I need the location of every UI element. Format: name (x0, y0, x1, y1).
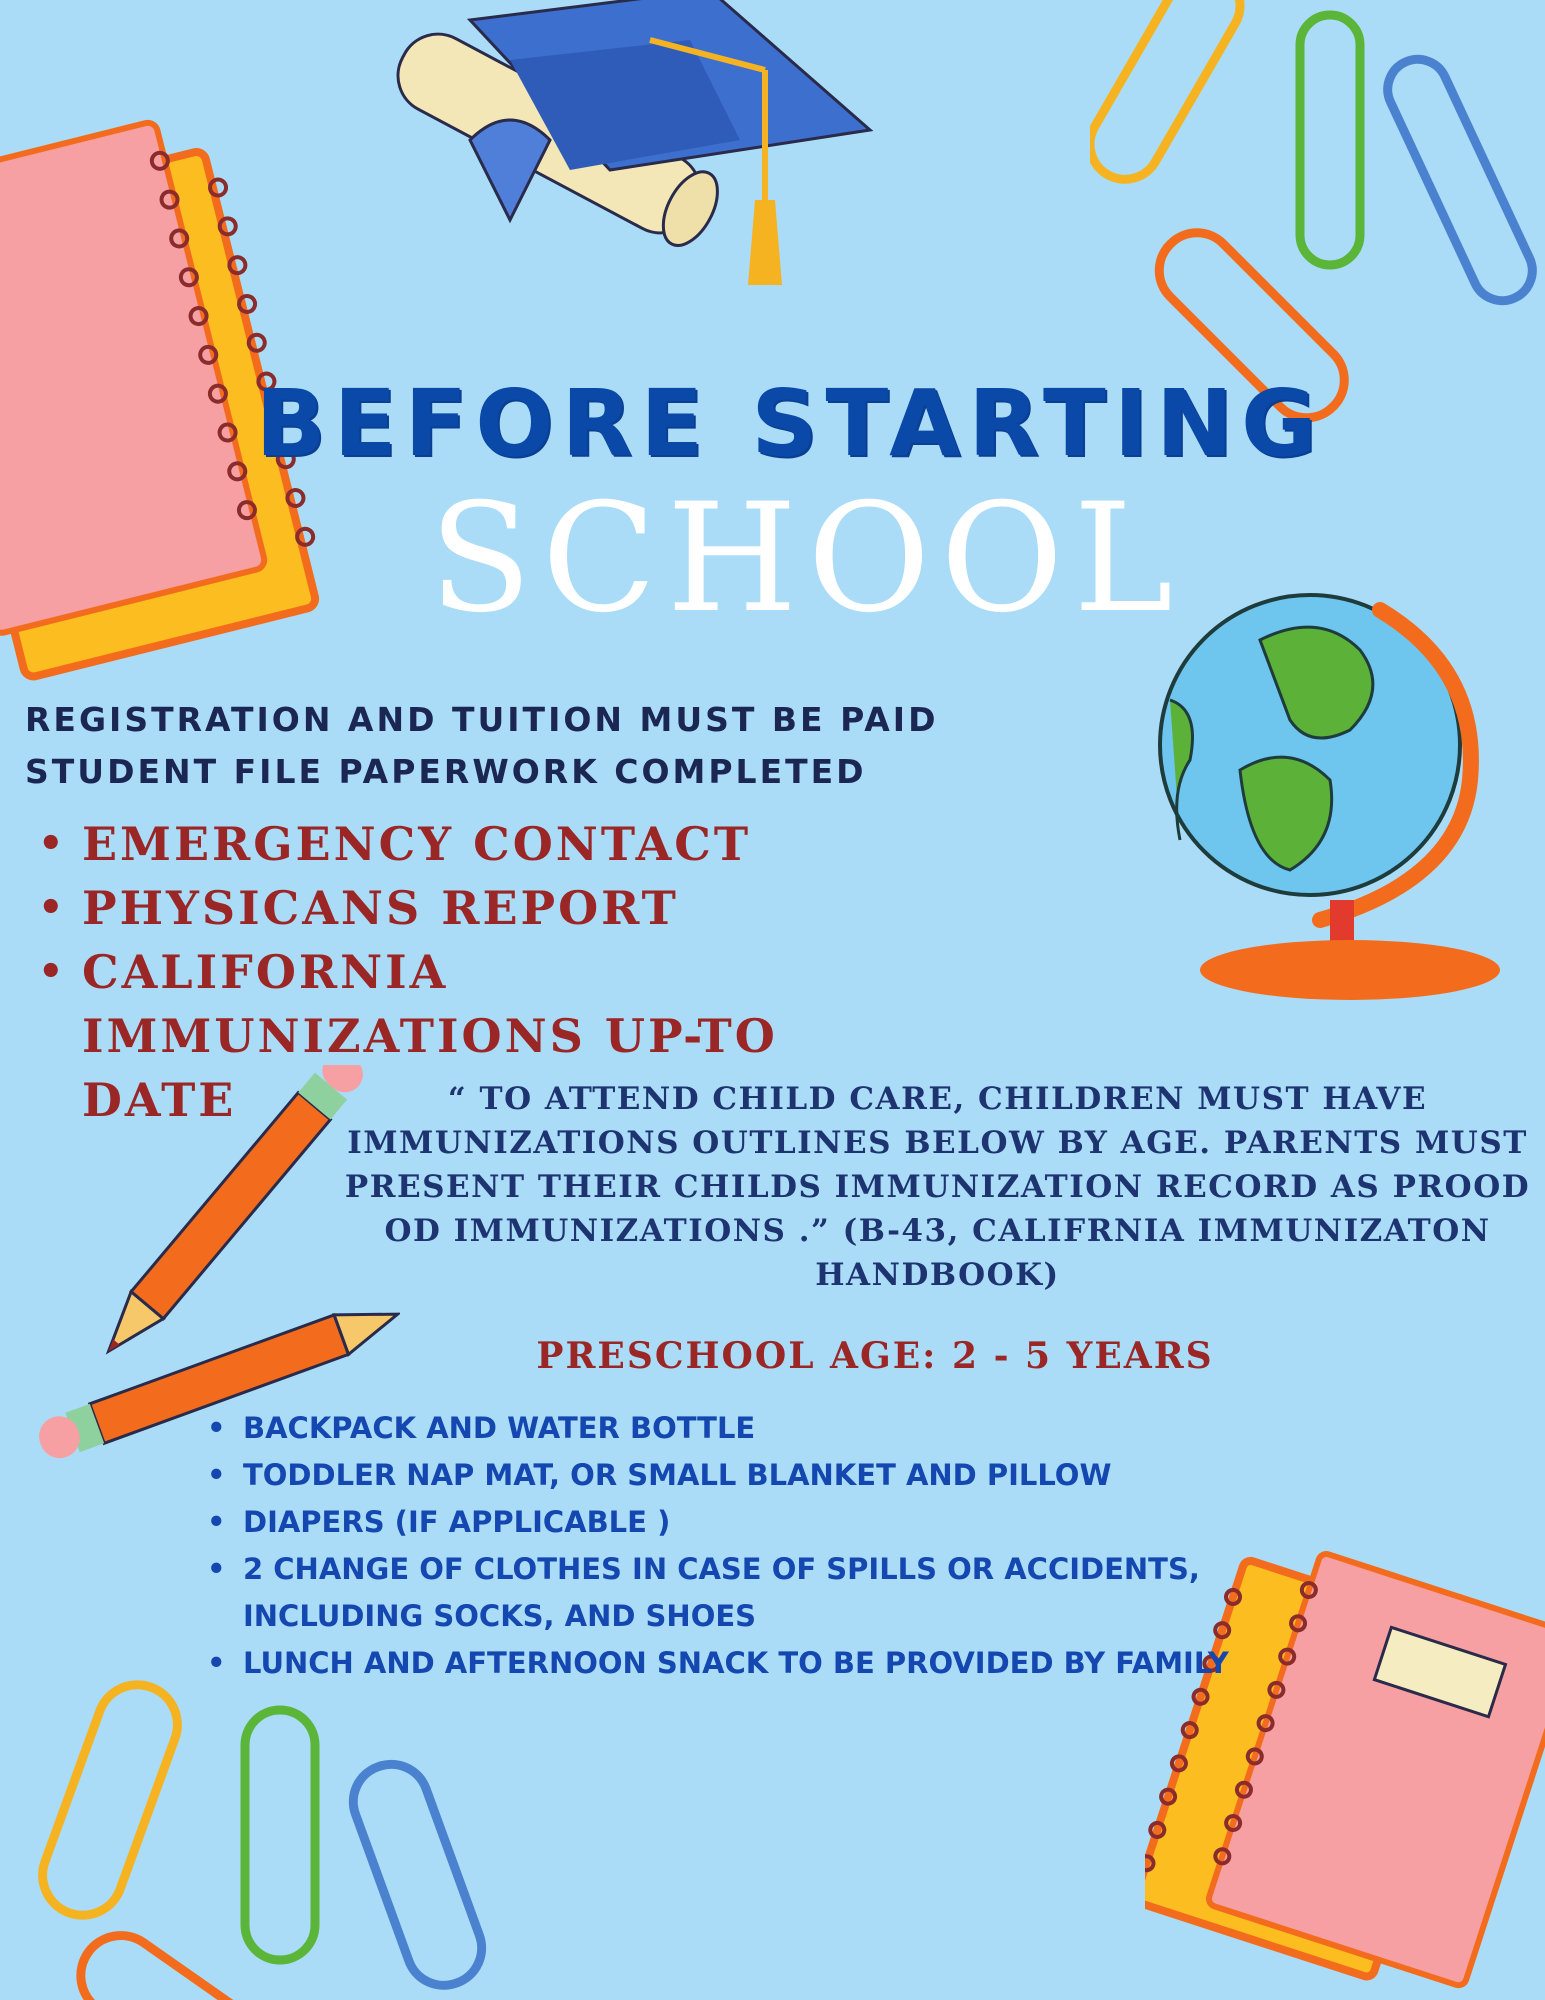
preschool-age-heading: PRESCHOOL AGE: 2 - 5 YEARS (536, 1335, 1214, 1377)
paperclips-bottom-left-icon (30, 1660, 530, 2000)
title-before-starting: BEFORE STARTING (255, 370, 1325, 477)
list-item (34, 876, 942, 940)
immunization-quote: “ TO ATTEND CHILD CARE, CHILDREN MUST HAVE IMMUNIZATIONS OUTLINES BELOW BY AGE. PARENTS MUST PRESENT THEIR CHILDS IMMUNIZATION RECORD AS PROOD OD IMMUNIZATIONS .” (B-43, CALIFRNIA IMMUNIZATON HANDBOOK) (344, 1081, 1531, 1293)
list-item (34, 812, 942, 876)
document-physicians-report: • PHYSICANS REPORT (82, 881, 679, 935)
supply-list (205, 1405, 1355, 1687)
requirement-registration: REGISTRATION AND TUITION MUST BE PAID (25, 700, 939, 739)
list-item: • BACKPACK AND WATER BOTTLE (205, 1405, 1355, 1452)
list-item: • TODDLER NAP MAT, OR SMALL BLANKET AND PILLOW (205, 1452, 1355, 1499)
document-emergency-contact: • EMERGENCY CONTACT (82, 817, 752, 871)
requirement-paperwork: STUDENT FILE PAPERWORK COMPLETED (25, 752, 867, 791)
paperclips-top-right-icon (1090, 0, 1545, 430)
list-item: • DIAPERS (IF APPLICABLE ) (205, 1499, 1355, 1546)
list-item: • LUNCH AND AFTERNOON SNACK TO BE PROVIDED BY FAMILY (205, 1640, 1355, 1687)
graduation-cap-diploma-icon (360, 0, 880, 330)
title-school: SCHOOL (429, 472, 1183, 646)
list-item: • 2 CHANGE OF CLOTHES IN CASE OF SPILLS OR ACCIDENTS, INCLUDING SOCKS, AND SHOES (205, 1546, 1355, 1640)
document-immunizations: • CALIFORNIA IMMUNIZATIONS UP-TO DATE (82, 945, 778, 1127)
